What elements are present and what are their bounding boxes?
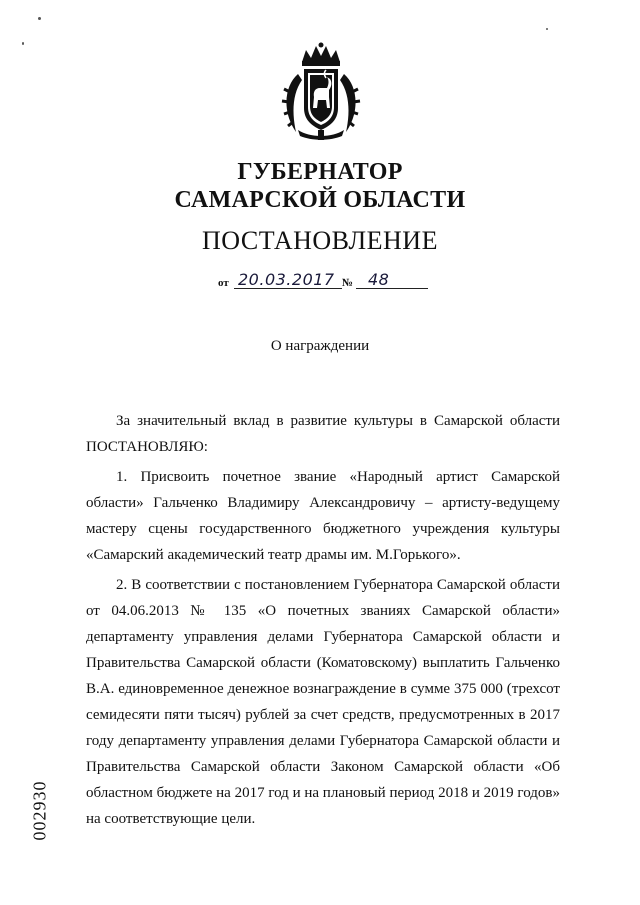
handwritten-number: 48 [368, 270, 390, 289]
handwritten-date: 20.03.2017 [238, 270, 335, 289]
scan-speck [38, 17, 41, 20]
number-prefix: № [342, 277, 354, 289]
scan-speck [22, 42, 24, 45]
authority-line-1: ГУБЕРНАТОР [237, 159, 403, 185]
item-1-paragraph: 1. Присвоить почетное звание «Народный артист Самарской области» Гальченко Владимиру Александровичу – артисту-ведущему мастеру сцены государственного бюджетного учреждения культуры «Самарский академический театр драмы им. М.Горького». [86, 469, 560, 563]
item-2-paragraph: 2. В соответствии с постановлением Губернатора Самарской области от 04.06.2013 № 135 «О почетных званиях Самарской области» департаменту управления делами Губернатора Самарской области и Правительства Самарской области (Коматовскому) выплатить Гальченко В.А. единовременное денежное вознаграждение в сумме 375 000 (трехсот семидесяти пяти тысяч) рублей за счет средств, предусмотренных в 2017 году департаменту управления делами Губернатора Самарской области и Правительства Самарской области Законом Самарской области «Об областном бюджете на 2017 год и на плановый период 2018 и 2019 годов» на соответствующие цели. [86, 577, 560, 827]
authority-line-2: САМАРСКОЙ ОБЛАСТИ [174, 187, 466, 213]
serial-number-stamp [28, 776, 52, 846]
scan-speck [546, 28, 548, 30]
document-type: ПОСТАНОВЛЕНИЕ [202, 226, 438, 255]
samara-coat-of-arms-icon [280, 42, 362, 142]
document-subject: О награждении [270, 338, 370, 354]
document-body [86, 408, 560, 832]
number-underline [356, 288, 428, 289]
date-number-line [218, 268, 438, 292]
intro-paragraph: За значительный вклад в развитие культуры в Самарской области ПОСТАНОВЛЯЮ: [86, 413, 560, 455]
serial-number: 002930 [29, 780, 50, 841]
date-prefix: от [218, 277, 229, 289]
